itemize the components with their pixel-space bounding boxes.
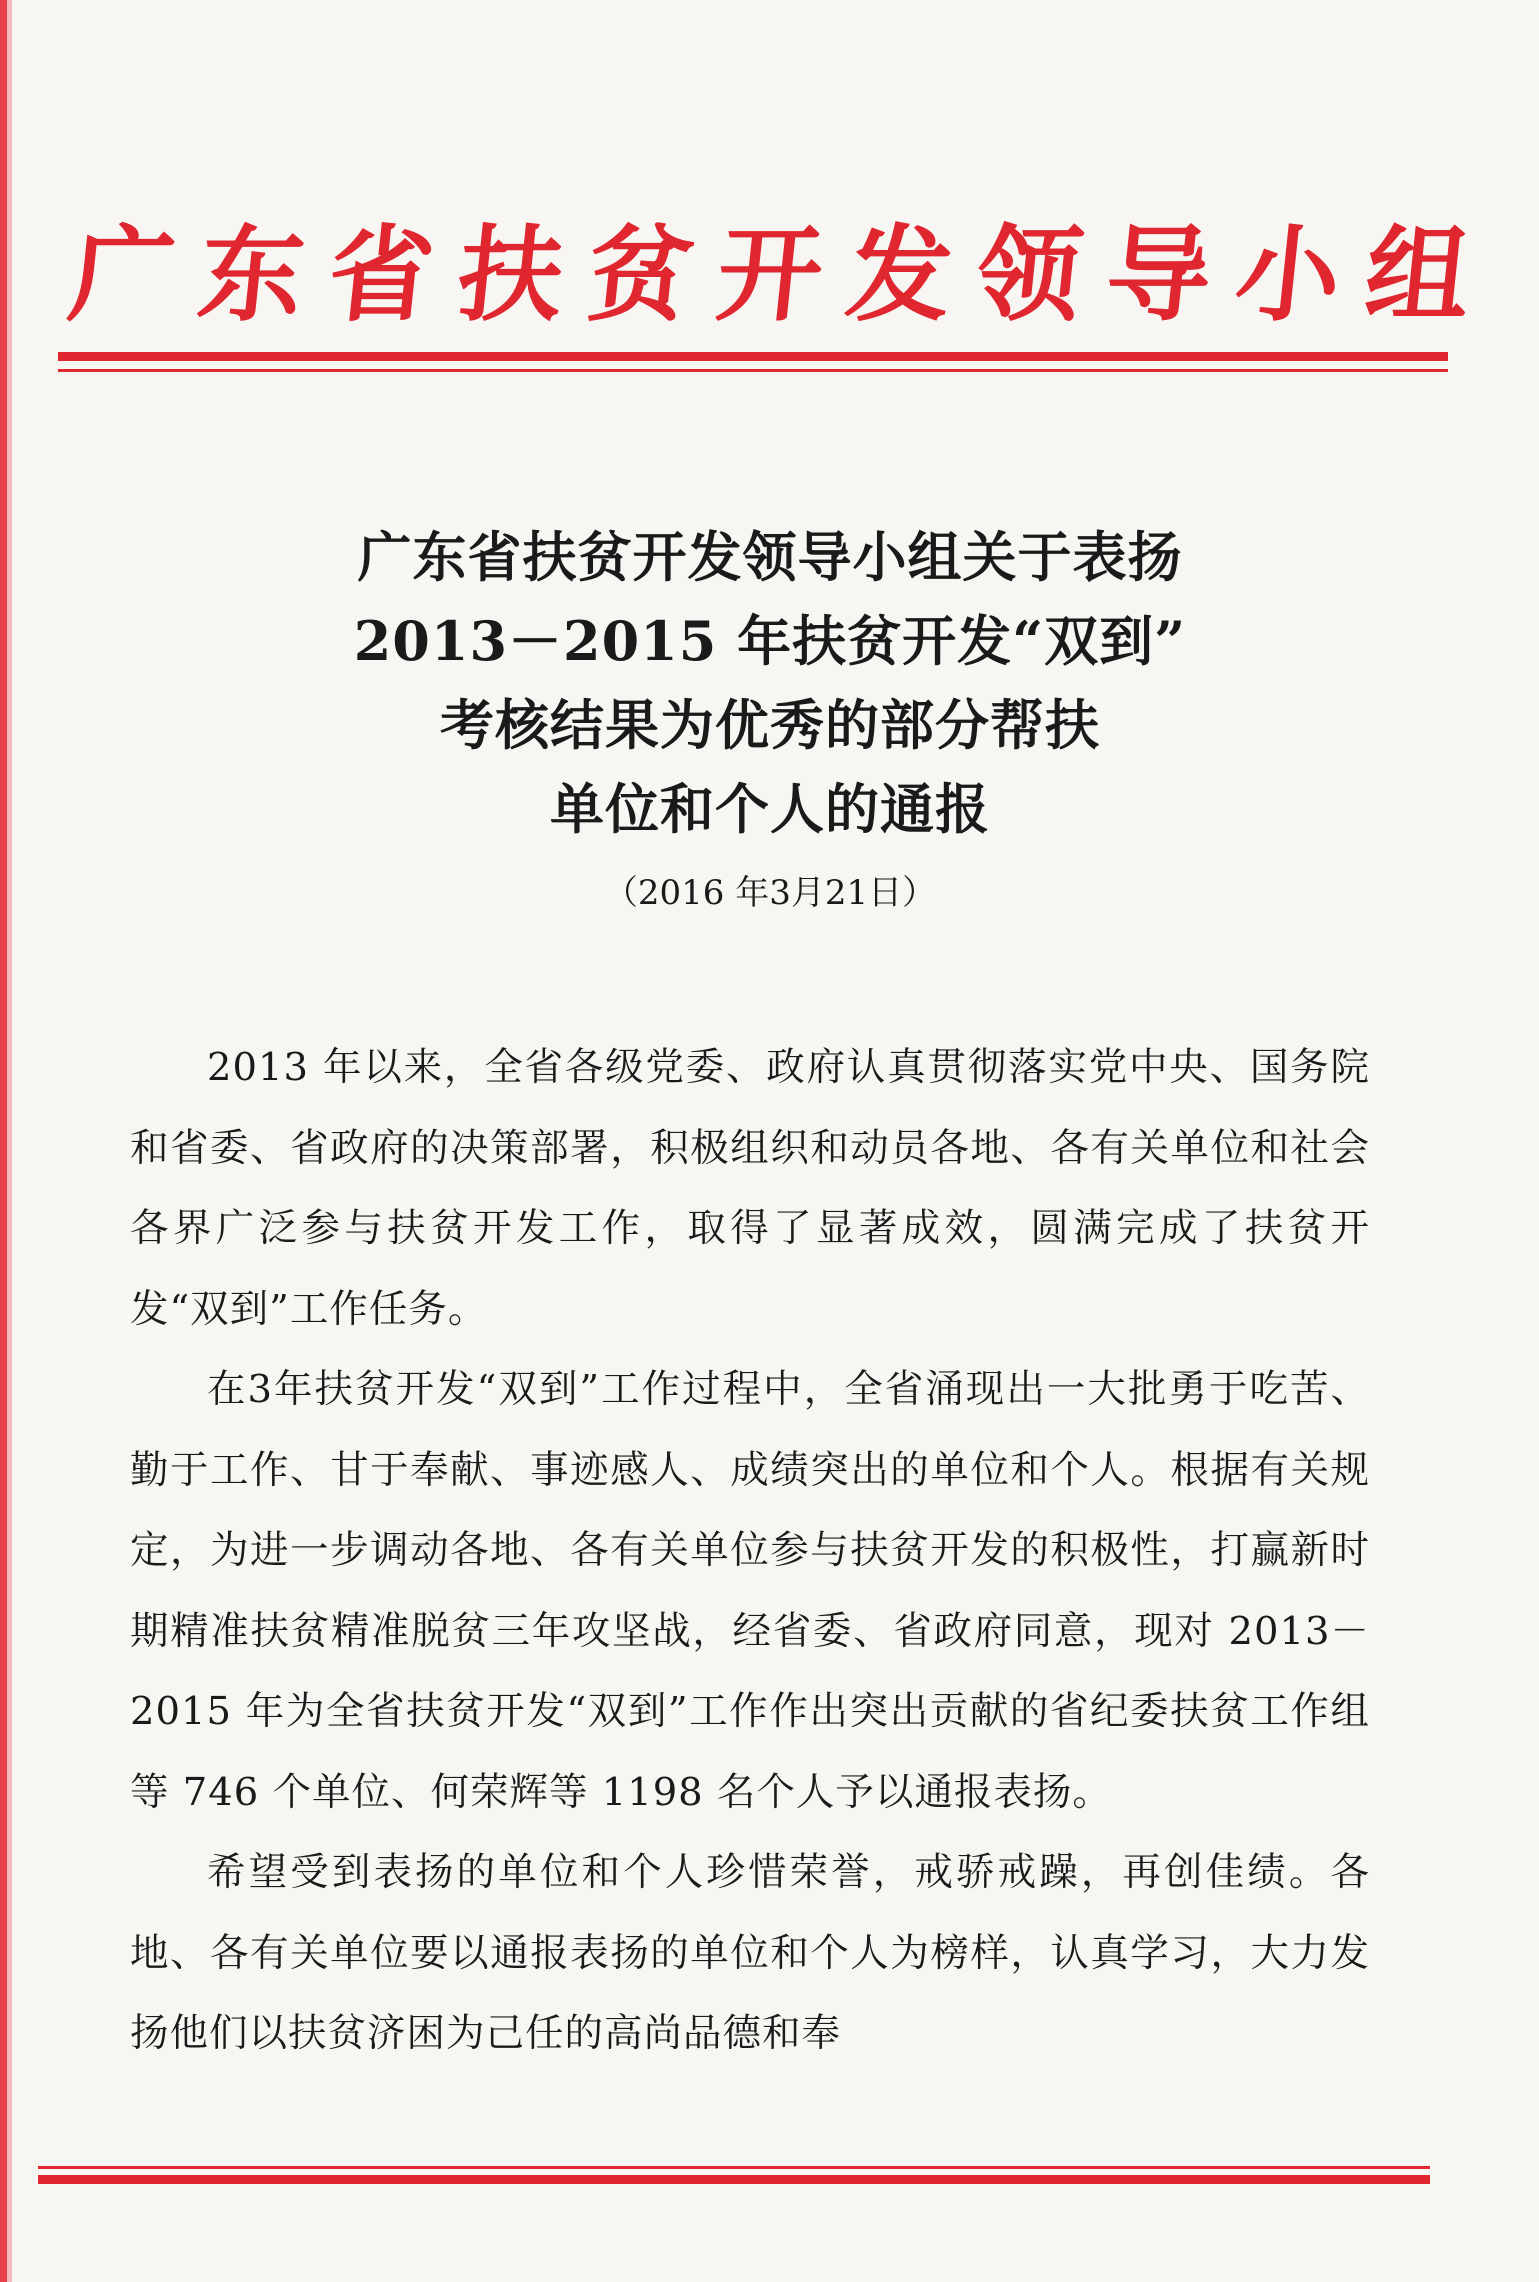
letterhead-title [62, 200, 1478, 350]
document-title-line: 广东省扶贫开发领导小组关于表扬 [357, 525, 1183, 589]
letterhead-char: 广 [63, 214, 181, 336]
document-title-line: 单位和个人的通报 [550, 777, 990, 841]
document-date: （2016 年3月21日） [603, 873, 937, 913]
letterhead-char: 开 [711, 214, 829, 336]
document-title-line: 考核结果为优秀的部分帮扶 [440, 693, 1100, 757]
letterhead-char: 导 [1100, 214, 1218, 336]
footer-divider-thin [38, 2166, 1430, 2169]
letterhead-char: 省 [322, 214, 440, 336]
document-title [120, 515, 1420, 851]
body-paragraph: 在3年扶贫开发“双到”工作过程中，全省涌现出一大批勇于吃苦、勤于工作、甘于奉献、事迹感人、成绩突出的单位和个人。根据有关规定，为进一步调动各地、各有关单位参与扶贫开发的积极性，打赢新时期精准扶贫精准脱贫三年攻坚战，经省委、省政府同意，现对 2013－2015 年为全省扶贫开发“双到”工作作出突出贡献的省纪委扶贫工作组等 746 个单位、何荣辉等 1198 名个人予以通报表扬。 [130, 1367, 1370, 1815]
body-paragraph: 2013 年以来，全省各级党委、政府认真贯彻落实党中央、国务院和省委、省政府的决策部署，积极组织和动员各地、各有关单位和社会各界广泛参与扶贫开发工作，取得了显著成效，圆满完成了扶贫开发“双到”工作任务。 [130, 1045, 1370, 1332]
letterhead-char: 领 [970, 214, 1088, 336]
page-edge-stripe-inner [7, 0, 12, 2282]
letterhead-divider-thin [58, 369, 1448, 372]
body-paragraph: 希望受到表扬的单位和个人珍惜荣誉，戒骄戒躁，再创佳绩。各地、各有关单位要以通报表扬的单位和个人为榜样，认真学习，大力发扬他们以扶贫济困为己任的高尚品德和奉 [130, 1850, 1370, 2056]
letterhead-char: 扶 [452, 214, 570, 336]
document-title-line: 2013－2015 年扶贫开发“双到” [353, 609, 1187, 673]
footer-divider-thick [38, 2175, 1430, 2184]
letterhead-char: 贫 [581, 214, 699, 336]
document-body [130, 1028, 1370, 2075]
letterhead-char: 组 [1359, 214, 1477, 336]
letterhead-char: 发 [841, 214, 958, 336]
page-edge-stripe [0, 0, 7, 2282]
letterhead-divider-thick [58, 352, 1448, 361]
letterhead-char: 东 [193, 214, 311, 336]
letterhead-char: 小 [1229, 214, 1347, 336]
